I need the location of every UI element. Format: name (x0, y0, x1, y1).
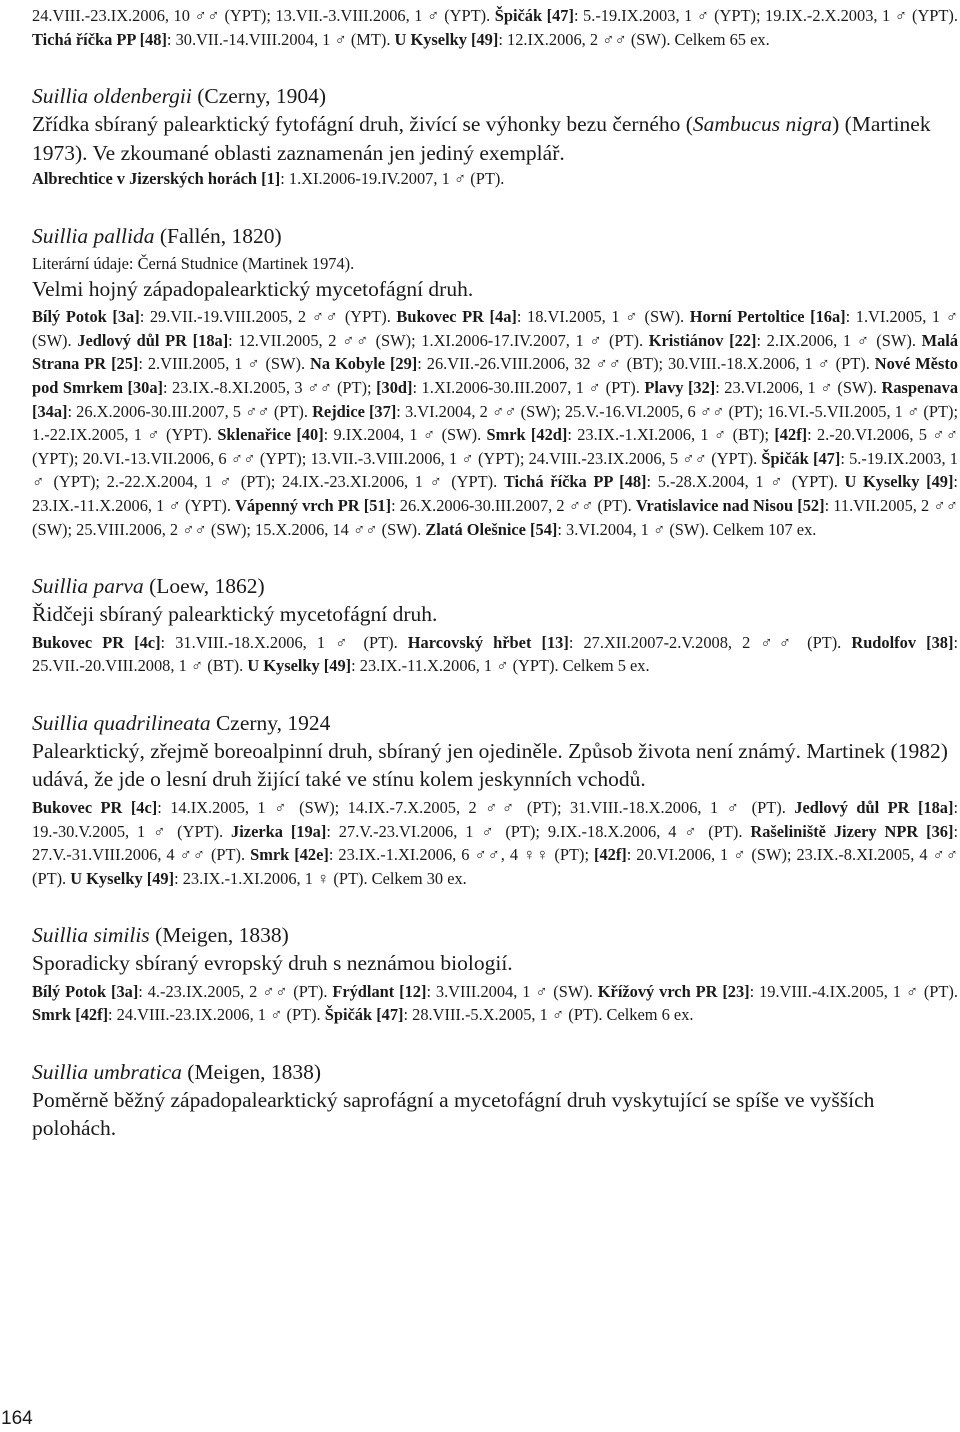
text-run: : 2.VIII.2005, 1 ♂ (SW). (138, 354, 310, 374)
locality-name: Špičák [47] (494, 6, 574, 25)
locality-name: [42f] (594, 845, 627, 865)
locality-name: Kristiánov [22] (648, 330, 757, 350)
text-run: : 23.IX.-1.XI.2006, 6 ♂♂, 4 ♀♀ (PT); (328, 845, 594, 865)
text-run: : 5.-19.IX.2003, 1 ♂ (YPT); 2.-22.X.2004, 1 ♂ (PT); 24.IX.-23.XI.2006, 1 ♂ (YPT). (32, 448, 958, 492)
species-description (32, 110, 958, 167)
locality-name: Raspenava [34a] (32, 378, 959, 421)
species-heading (32, 1058, 958, 1086)
locality-name: Malá Strana PR [25] (32, 330, 959, 374)
species-author: Czerny, 1924 (210, 710, 331, 735)
species-quadrilineata (32, 709, 958, 890)
locality-name: Jedlový důl PR [18a] (794, 797, 954, 817)
text-run: : 11.VII.2005, 2 ♂♂ (SW); 25.VIII.2006, 2 ♂♂ (SW); 15.X.2006, 14 ♂♂ (SW). (32, 496, 958, 539)
locality-name: Harcovský hřbet [13] (407, 632, 569, 652)
text-run: ) (Martinek 1973). Ve zkoumané oblasti zaznamenán jen jediný exemplář. (32, 112, 931, 165)
text-run: : 27.V.-31.VIII.2006, 4 ♂♂ (PT). (32, 821, 958, 865)
locality-name: Bukovec PR [4c] (32, 632, 161, 652)
locality-name: Smrk [42d] (486, 425, 568, 445)
locality-name: Špičák [47] (324, 1005, 404, 1025)
species-umbratica (32, 1058, 958, 1143)
species-author: (Meigen, 1838) (149, 923, 289, 948)
text-run: : 18.VI.2005, 1 ♂ (SW). (516, 307, 690, 327)
spacer (32, 541, 958, 572)
text-run: Sporadicky sbíraný evropský druh s neznámou biologií. (32, 951, 513, 976)
page-number: 164 (1, 1408, 33, 1429)
locality-name: Smrk [42f] (32, 1005, 109, 1025)
spacer (32, 890, 958, 921)
text-run: : 26.X.2006-30.III.2007, 5 ♂♂ (PT). (67, 401, 313, 421)
locality-name: Vratislavice nad Nisou [52] (635, 496, 825, 516)
document-page (32, 4, 958, 1143)
species-heading (32, 572, 958, 600)
text-run: : 1.VI.2005, 1 ♂ (SW). (32, 307, 958, 350)
text-run: : 26.X.2006-30.III.2007, 2 ♂♂ (PT). (391, 496, 636, 516)
text-run: : 4.-23.IX.2005, 2 ♂♂ (PT). (138, 981, 333, 1001)
species-name: Suillia oldenbergii (32, 84, 192, 109)
locality-name: Rudolfov [38] (851, 632, 954, 652)
text-run: Poměrně běžný západopalearktický saprofágní a mycetofágní druh vyskytující se spíše ve vyšších polohách. (32, 1087, 875, 1141)
text-run: : 23.IX.-1.XI.2006, 1 ♂ (BT); (567, 425, 775, 445)
species-description (32, 600, 958, 629)
locality-name: Frýdlant [12] (332, 981, 427, 1001)
text-run: : 2.-20.VI.2006, 5 ♂♂ (YPT); 20.VI.-13.VII.2006, 6 ♂♂ (YPT); 13.VII.-3.VIII.2006, 1 ♂ (YPT); 24.VIII.-23.IX.2006, 5 ♂♂ (YPT). (32, 425, 958, 468)
species-name: Suillia umbratica (32, 1059, 182, 1084)
locality-name: U Kyselky [49] (247, 656, 352, 676)
text-run: : 26.VII.-26.VIII.2006, 32 ♂♂ (BT); 30.VIII.-18.X.2006, 1 ♂ (PT). (417, 354, 875, 374)
text-run: : 3.VI.2004, 1 ♂ (SW). Celkem 107 ex. (557, 519, 817, 539)
species-records (32, 631, 958, 678)
species-records (32, 167, 958, 191)
text-run: : 12.IX.2006, 2 ♂♂ (SW). Celkem 65 ex. (498, 29, 770, 49)
locality-name: Tichá říčka PP [48] (503, 472, 647, 492)
species-parva (32, 572, 958, 678)
text-run: Řidčeji sbíraný palearktický mycetofágní druh. (32, 602, 438, 627)
locality-name: Bílý Potok [3a] (32, 981, 139, 1001)
locality-name: Špičák [47] (761, 448, 841, 468)
text-run: : 23.IX.-11.X.2006, 1 ♂ (YPT). (32, 472, 958, 516)
species-name: Suillia quadrilineata (32, 710, 211, 735)
locality-name: Tichá říčka PP [48] (32, 29, 167, 49)
species-pallida (32, 222, 958, 541)
species-oldenbergii (32, 82, 958, 191)
locality-name: Rejdice [37] (312, 401, 397, 421)
species-similis (32, 921, 958, 1027)
species-heading (32, 82, 958, 110)
locality-name: Bílý Potok [3a] (32, 307, 140, 327)
text-run: Velmi hojný západopalearktický mycetofágní druh. (32, 276, 474, 301)
locality-name: Zlatá Olešnice [54] (425, 519, 558, 539)
text-run: 24.VIII.-23.IX.2006, 10 ♂♂ (YPT); 13.VII.-3.VIII.2006, 1 ♂ (YPT). (32, 6, 495, 25)
text-run: : 28.VIII.-5.X.2005, 1 ♂ (PT). Celkem 6 ex. (403, 1005, 694, 1025)
text-run: : 3.VI.2004, 2 ♂♂ (SW); 25.V.-16.VI.2005, 6 ♂♂ (PT); 16.VI.-5.VII.2005, 1 ♂ (PT); 1.-22.IX.2005, 1 ♂ (YPT). (32, 401, 959, 445)
text-run: : 1.XI.2006-30.III.2007, 1 ♂ (PT). (412, 378, 645, 398)
species-author: (Czerny, 1904) (191, 84, 326, 109)
text-run: : 19.-30.V.2005, 1 ♂ (YPT). (32, 797, 959, 841)
locality-name: Vápenný vrch PR [51] (235, 496, 392, 516)
text-run: : 29.VII.-19.VIII.2005, 2 ♂♂ (YPT). (139, 307, 397, 327)
species-records (32, 796, 958, 890)
spacer (32, 51, 958, 82)
text-run: : 25.VII.-20.VIII.2008, 1 ♂ (BT). (32, 632, 958, 676)
species-name: Suillia pallida (32, 223, 155, 248)
locality-name: U Kyselky [49] (844, 472, 954, 492)
text-run: : 1.XI.2006-19.IV.2007, 1 ♂ (PT). (280, 169, 505, 189)
locality-name: Nové Město pod Smrkem [30a] (32, 354, 958, 398)
spacer (32, 678, 958, 709)
locality-name: Sklenařice [40] (217, 425, 324, 445)
text-run: : 23.IX.-1.XI.2006, 1 ♀ (PT). Celkem 30 ex. (174, 868, 467, 888)
species-name: Suillia parva (32, 574, 144, 599)
species-description (32, 737, 958, 794)
text-run: : 9.IX.2004, 1 ♂ (SW). (323, 425, 487, 445)
text-run: Palearktický, zřejmě boreoalpinní druh, sbíraný jen ojediněle. Způsob života není známý. Martinek (1982) udává, že jde o lesní druh žijící také ve stínu kolem jeskynních vchodů. (32, 738, 948, 792)
locality-name: Jizerka [19a] (231, 821, 327, 841)
locality-name: U Kyselky [49] (70, 868, 175, 888)
locality-name: Jedlový důl PR [18a] (77, 330, 229, 350)
species-heading (32, 709, 958, 737)
species-author: (Loew, 1862) (143, 574, 265, 599)
text-run: : 2.IX.2006, 1 ♂ (SW). (756, 330, 922, 350)
species-heading (32, 921, 958, 949)
text-run: : 27.XII.2007-2.V.2008, 2 ♂♂ (PT). (568, 632, 852, 652)
text-run: : 30.VII.-14.VIII.2004, 1 ♂ (MT). (166, 29, 395, 49)
text-run: : 5.-28.X.2004, 1 ♂ (YPT). (646, 472, 845, 492)
locality-name: [42f] (774, 425, 808, 445)
species-description (32, 275, 958, 304)
locality-name: Bukovec PR [4c] (32, 797, 158, 817)
text-run: : 14.IX.2005, 1 ♂ (SW); 14.IX.-7.X.2005, 2 ♂♂ (PT); 31.VIII.-18.X.2006, 1 ♂ (PT). (157, 797, 795, 817)
text-run: : 3.VIII.2004, 1 ♂ (SW). (426, 981, 598, 1001)
text-run: : 31.VIII.-18.X.2006, 1 ♂ (PT). (160, 632, 408, 652)
locality-name: Horní Pertoltice [16a] (689, 307, 846, 327)
text-run: : 23.IX.-11.X.2006, 1 ♂ (YPT). Celkem 5 ex. (351, 656, 650, 676)
species-description (32, 1086, 958, 1143)
spacer (32, 1027, 958, 1058)
species-author: (Meigen, 1838) (181, 1059, 322, 1084)
text-run: : 20.VI.2006, 1 ♂ (SW); 23.IX.-8.XI.2005, 4 ♂♂ (PT). (32, 845, 958, 888)
locality-name: Albrechtice v Jizerských horách [1] (32, 169, 281, 189)
locality-name: Smrk [42e] (250, 845, 329, 865)
locality-name: [30d] (376, 378, 413, 398)
locality-name: U Kyselky [49] (394, 29, 499, 49)
text-run: : 27.V.-23.VI.2006, 1 ♂ (PT); 9.IX.-18.X.2006, 4 ♂ (PT). (326, 821, 751, 841)
text-run: Zřídka sbíraný palearktický fytofágní druh, živící se výhonky bezu černého ( (32, 112, 693, 137)
text-run: : 23.VI.2006, 1 ♂ (SW). (715, 378, 882, 398)
locality-name: Křížový vrch PR [23] (597, 981, 750, 1001)
locality-name: Rašeliniště Jizery NPR [36] (750, 821, 954, 841)
species-name: Suillia similis (32, 923, 150, 948)
literature-note: Literární údaje: Černá Studnice (Martinek 1974). (32, 253, 355, 273)
taxon-name: Sambucus nigra (692, 112, 833, 137)
species-description (32, 949, 958, 978)
species-records (32, 305, 958, 541)
intro-records (32, 4, 958, 51)
text-run: : 23.IX.-8.XI.2005, 3 ♂♂ (PT); (163, 378, 377, 398)
text-run: : 19.VIII.-4.IX.2005, 1 ♂ (PT). (749, 981, 958, 1001)
locality-name: Bukovec PR [4a] (396, 307, 517, 327)
locality-name: Plavy [32] (644, 378, 716, 398)
text-run: : 24.VIII.-23.IX.2006, 1 ♂ (PT). (108, 1005, 325, 1025)
text-run: : 5.-19.IX.2003, 1 ♂ (YPT); 19.IX.-2.X.2003, 1 ♂ (YPT). (573, 6, 958, 25)
species-records (32, 980, 958, 1027)
locality-name: Na Kobyle [29] (309, 354, 418, 374)
text-run: : 12.VII.2005, 2 ♂♂ (SW); 1.XI.2006-17.IV.2007, 1 ♂ (PT). (228, 330, 649, 350)
spacer (32, 191, 958, 222)
species-heading (32, 222, 958, 250)
species-author: (Fallén, 1820) (154, 223, 282, 248)
